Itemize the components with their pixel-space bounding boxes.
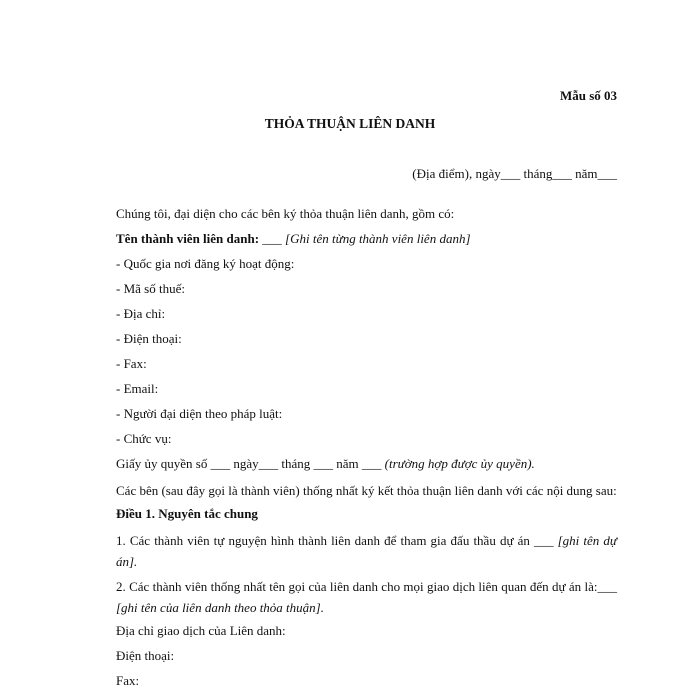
- field-position: - Chức vụ:: [116, 431, 172, 446]
- place-date-line: (Địa điểm), ngày___ tháng___ năm___: [412, 166, 617, 181]
- document-body: [84, 205, 617, 697]
- field-email: - Email:: [116, 381, 159, 396]
- clause-2: [84, 576, 617, 618]
- authorization-hint: (trường hợp được ủy quyền).: [384, 456, 535, 471]
- member-hint: [Ghi tên từng thành viên liên danh]: [285, 231, 471, 246]
- jv-address: Địa chỉ giao dịch của Liên danh:: [116, 623, 286, 638]
- jv-fax: Fax:: [116, 673, 140, 688]
- member-blank: ___: [259, 231, 286, 246]
- article-1-heading: Điều 1. Nguyên tắc chung: [116, 506, 258, 521]
- field-phone: - Điện thoại:: [116, 331, 182, 346]
- field-legal-representative: - Người đại diện theo pháp luật:: [116, 406, 283, 421]
- authorization-line: [84, 455, 617, 480]
- document-title: THỎA THUẬN LIÊN DANH: [264, 116, 436, 131]
- form-number: Mẫu số 03: [559, 88, 617, 103]
- member-label: Tên thành viên liên danh:: [116, 231, 260, 246]
- clause-1-hint: [ghi tên dự án].: [116, 533, 617, 569]
- clause-1-text: 1. Các thành viên tự nguyện hình thành liên danh để tham gia đấu thầu dự án ___: [116, 533, 558, 548]
- field-address: - Địa chỉ:: [116, 306, 166, 321]
- intro-paragraph: Chúng tôi, đại diện cho các bên ký thỏa thuận liên danh, gồm có:: [116, 206, 455, 221]
- field-tax-code: - Mã số thuế:: [116, 281, 185, 296]
- clause-2-hint: [ghi tên của liên danh theo thỏa thuận].: [116, 600, 324, 615]
- clause-1: [84, 530, 617, 572]
- jv-phone: Điện thoại:: [116, 648, 175, 663]
- field-country: - Quốc gia nơi đăng ký hoạt động:: [116, 256, 295, 271]
- member-name-line: [84, 230, 617, 255]
- field-fax: - Fax:: [116, 356, 147, 371]
- agreement-intro: Các bên (sau đây gọi là thành viên) thống nhất ký kết thỏa thuận liên danh với các nội dung sau:: [116, 483, 617, 498]
- clause-2-text: 2. Các thành viên thống nhất tên gọi của liên danh cho mọi giao dịch liên quan đến dự án là:___: [116, 579, 617, 594]
- authorization-text: Giấy ủy quyền số ___ ngày___ tháng ___ năm ___: [116, 456, 385, 471]
